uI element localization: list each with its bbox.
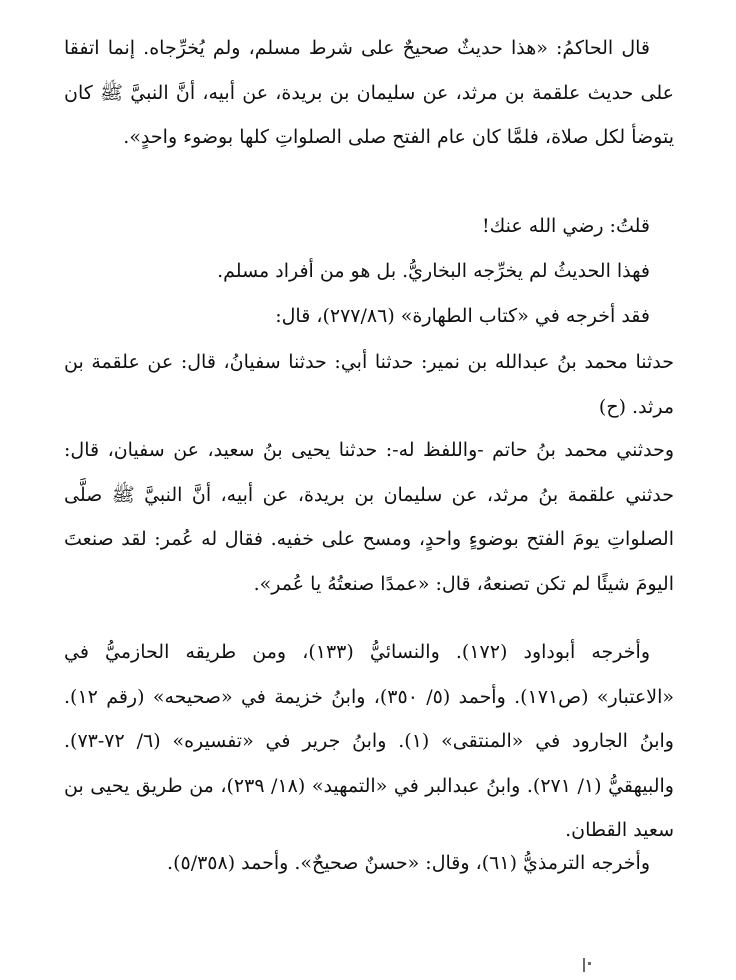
paragraph-isnad-2: وحدثني محمد بنُ حاتم -واللفظ له-: حدثنا يحيى بنُ سعيد، عن سفيان، قال: حدثني علقمة بنُ مرثد، عن سليمان بن بريدة، عن أبيه، أنَّ النبيَّ ﷺ صلَّى الصلواتِ يومَ الفتح بوضوءٍ واحدٍ، ومسح على خفيه. فقال له عُمر: لقد صنعتَ اليومَ شيئًا لم تكن تصنعهُ، قال: «عمدًا صنعتُهُ يا عُمر». (64, 439, 674, 595)
paragraph-takhrij: وأخرجه أبوداود (١٧٢). والنسائيُّ (١٣٣)، ومن طريقه الحازميُّ في «الاعتبار» (ص١٧١). وأحمد (٥/ ٣٥٠)، وابنُ خزيمة في «صحيحه» (رقم ١٢). وابنُ الجارود في «المنتقى» (١). وابنُ جرير في «تفسيره» (٦/ ٧٢-٧٣). والبيهقيُّ (١/ ٢٧١). وابنُ عبدالبر في «التمهيد» (١٨/ ٢٣٩)، من طريق يحيى بن سعيد القطان. (64, 641, 675, 841)
paragraph-muslim-source: فقد أخرجه في «كتاب الطهارة» (٢٧٧/٨٦)، قال: (275, 305, 650, 327)
paragraph-qultu: قلتُ: رضي الله عنك! (482, 215, 650, 237)
scan-speck (588, 962, 591, 965)
paragraph-isnad-1: حدثنا محمد بنُ عبدالله بن نمير: حدثنا أبي: حدثنا سفيانُ، قال: عن علقمة بن مرثد. (ح) (64, 351, 674, 418)
paragraph-bukhari-note: فهذا الحديثُ لم يخرِّجه البخاريُّ. بل هو من أفراد مسلم. (217, 260, 650, 282)
paragraph-hakim-quote: قال الحاكمُ: «هذا حديثٌ صحيحٌ على شرط مسلم، ولم يُخرِّجاه. إنما اتفقا على حديث علقمة بن مرثد، عن سليمان بن بريدة، عن أبيه، أنَّ النبيَّ ﷺ كان يتوضأ لكل صلاة، فلمَّا كان عام الفتح صلى الصلواتِ كلها بوضوء واحدٍ». (64, 37, 674, 148)
scan-speck (583, 958, 585, 972)
paragraph-tirmidhi: وأخرجه الترمذيُّ (٦١)، وقال: «حسنٌ صحيحٌ». وأحمد (٥/٣٥٨). (167, 852, 650, 874)
